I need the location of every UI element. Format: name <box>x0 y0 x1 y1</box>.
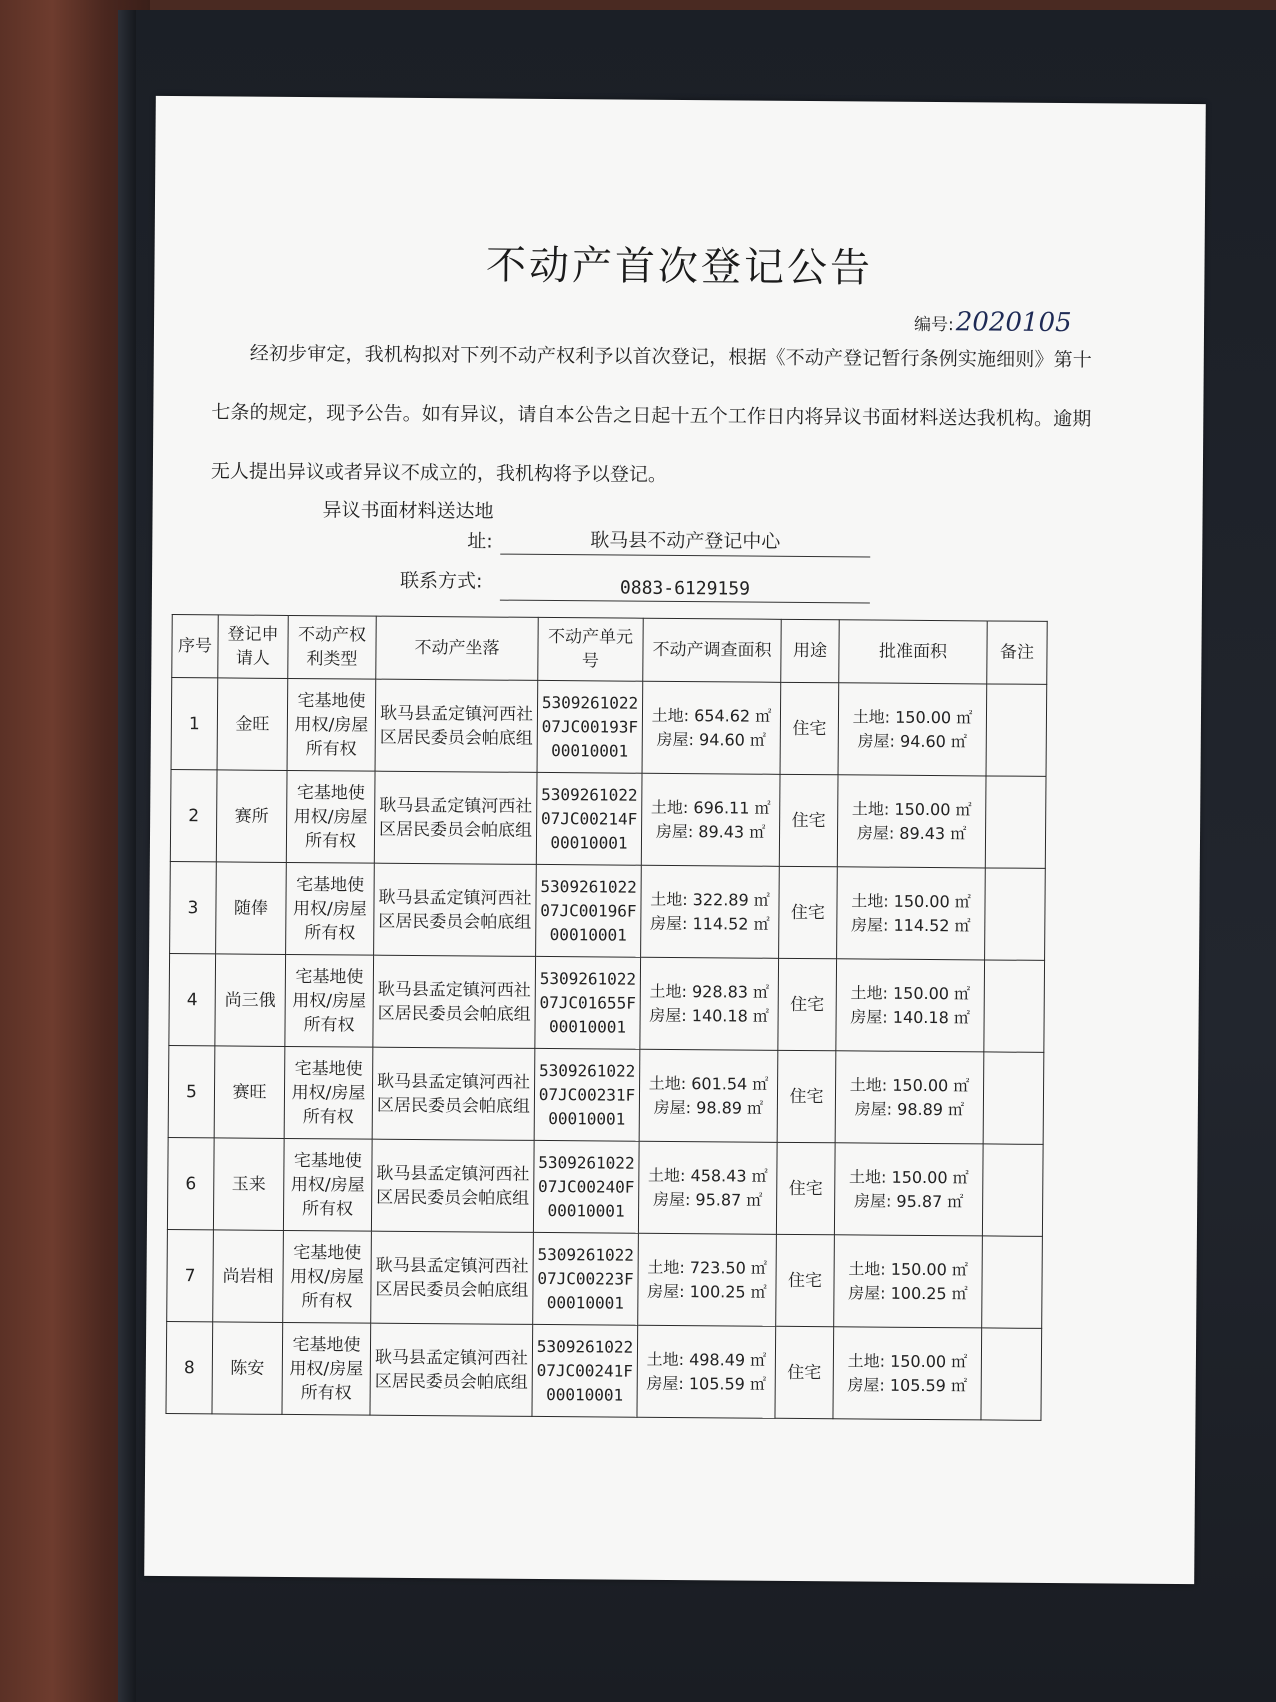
notice-body: 经初步审定，我机构拟对下列不动产权利予以首次登记，根据《不动产登记暂行条例实施细则》第十七条的规定，现予公告。如有异议，请自本公告之日起十五个工作日内将异议书面材料送达我机构。逾期无人提出异议或者异议不成立的，我机构将予以登记。 <box>210 342 1092 486</box>
survey-area <box>641 773 780 866</box>
applicant-name: 尚岩相 <box>213 1230 284 1323</box>
survey-land: 土地: 322.89 ㎡ <box>650 889 770 910</box>
approved-house: 房屋: 140.18 ㎡ <box>850 1006 970 1027</box>
table-row <box>171 678 1047 777</box>
applicant-name: 尚三俄 <box>215 954 286 1047</box>
remark <box>982 1236 1043 1328</box>
table-header-row <box>172 615 1047 685</box>
header-cell: 批准面积 <box>839 620 987 684</box>
usage: 住宅 <box>779 866 838 958</box>
approved-house: 房屋: 94.60 ㎡ <box>857 730 968 751</box>
usage: 住宅 <box>775 1326 834 1418</box>
header-cell: 不动产权利类型 <box>288 615 376 679</box>
property-location: 耿马县孟定镇河西社区居民委员会帕底组 <box>375 679 538 772</box>
approved-house: 房屋: 100.25 ㎡ <box>848 1282 968 1303</box>
approved-house: 房屋: 98.89 ㎡ <box>854 1098 965 1119</box>
applicant-name: 金旺 <box>217 678 288 771</box>
approved-area <box>836 959 985 1052</box>
table-row <box>167 1230 1043 1329</box>
remark <box>986 684 1047 776</box>
applicant-name: 陈安 <box>212 1322 283 1415</box>
applicant-name: 玉来 <box>213 1138 284 1231</box>
approved-house: 房屋: 95.87 ㎡ <box>853 1190 964 1211</box>
approved-land: 土地: 150.00 ㎡ <box>852 706 973 727</box>
unit-number: 530926102207JC00231F00010001 <box>534 1048 640 1141</box>
address-label-line1: 异议书面材料送达地 <box>322 499 494 523</box>
approved-land: 土地: 150.00 ㎡ <box>848 1258 968 1279</box>
property-location: 耿马县孟定镇河西社区居民委员会帕底组 <box>374 863 537 956</box>
approved-house: 房屋: 105.59 ㎡ <box>847 1374 968 1395</box>
property-location: 耿马县孟定镇河西社区居民委员会帕底组 <box>372 1047 535 1140</box>
header-cell: 不动产单元号 <box>538 617 643 681</box>
right-type: 宅基地使用权/房屋所有权 <box>286 770 375 863</box>
row-number: 4 <box>169 954 216 1046</box>
header-cell: 不动产坐落 <box>376 616 538 680</box>
remark <box>984 960 1045 1052</box>
approved-area <box>834 1235 983 1328</box>
folder-spine <box>118 10 136 1702</box>
survey-area <box>642 681 781 774</box>
notice-sheet <box>144 96 1206 1584</box>
approved-land: 土地: 150.00 ㎡ <box>849 1166 969 1187</box>
contact-label: 联系方式: <box>399 569 483 593</box>
serial-label: 编号: <box>913 314 954 336</box>
header-cell: 登记申请人 <box>218 615 288 679</box>
approved-area <box>835 1051 984 1144</box>
row-number: 3 <box>170 862 217 954</box>
remark <box>981 1328 1042 1420</box>
right-type: 宅基地使用权/房屋所有权 <box>283 1230 372 1323</box>
right-type: 宅基地使用权/房屋所有权 <box>285 954 374 1047</box>
table-row <box>168 1046 1044 1145</box>
unit-number: 530926102207JC00196F00010001 <box>536 864 642 957</box>
table-row <box>170 862 1046 961</box>
unit-number: 530926102207JC00240F00010001 <box>533 1140 639 1233</box>
approved-area <box>834 1143 983 1236</box>
approved-land: 土地: 150.00 ㎡ <box>851 798 972 819</box>
unit-number: 530926102207JC00241F00010001 <box>532 1324 638 1417</box>
survey-house: 房屋: 94.60 ㎡ <box>656 729 767 750</box>
survey-area <box>640 957 779 1050</box>
remark <box>983 1052 1044 1144</box>
header-cell: 用途 <box>781 619 839 682</box>
table-row <box>167 1138 1043 1237</box>
right-type: 宅基地使用权/房屋所有权 <box>283 1138 372 1231</box>
header-cell: 备注 <box>987 621 1047 684</box>
usage: 住宅 <box>776 1234 835 1326</box>
approved-house: 房屋: 89.43 ㎡ <box>856 822 967 843</box>
unit-number: 530926102207JC01655F00010001 <box>535 956 641 1049</box>
property-location: 耿马县孟定镇河西社区居民委员会帕底组 <box>374 771 537 864</box>
registration-table <box>165 614 1047 1421</box>
survey-house: 房屋: 140.18 ㎡ <box>649 1005 769 1026</box>
approved-land: 土地: 150.00 ㎡ <box>850 982 971 1003</box>
row-number: 5 <box>168 1046 215 1138</box>
table-row <box>166 1322 1042 1421</box>
survey-land: 土地: 458.43 ㎡ <box>648 1165 768 1186</box>
usage: 住宅 <box>778 958 837 1050</box>
row-number: 1 <box>171 678 218 770</box>
approved-area <box>837 775 986 868</box>
row-number: 7 <box>167 1230 214 1322</box>
row-number: 2 <box>170 770 217 862</box>
survey-land: 土地: 601.54 ㎡ <box>648 1073 769 1094</box>
survey-land: 土地: 928.83 ㎡ <box>649 981 770 1002</box>
header-cell: 不动产调查面积 <box>643 618 781 682</box>
applicant-name: 随俸 <box>216 862 287 955</box>
survey-area <box>638 1233 777 1326</box>
approved-area <box>838 683 987 776</box>
header-cell: 序号 <box>172 615 218 678</box>
usage: 住宅 <box>777 1050 836 1142</box>
survey-area <box>641 865 780 958</box>
table-row <box>169 954 1045 1053</box>
property-location: 耿马县孟定镇河西社区居民委员会帕底组 <box>371 1139 534 1232</box>
unit-number: 530926102207JC00214F00010001 <box>536 772 642 865</box>
survey-house: 房屋: 114.52 ㎡ <box>649 913 770 934</box>
remark <box>985 868 1046 960</box>
remark <box>985 776 1046 868</box>
approved-house: 房屋: 114.52 ㎡ <box>850 914 971 935</box>
page-title: 不动产首次登记公告 <box>485 242 874 292</box>
survey-land: 土地: 654.62 ㎡ <box>651 705 772 726</box>
survey-land: 土地: 696.11 ㎡ <box>650 797 771 818</box>
usage: 住宅 <box>780 682 839 774</box>
property-location: 耿马县孟定镇河西社区居民委员会帕底组 <box>373 955 536 1048</box>
usage: 住宅 <box>776 1142 835 1234</box>
row-number: 6 <box>167 1138 214 1230</box>
approved-land: 土地: 150.00 ㎡ <box>849 1074 970 1095</box>
applicant-name: 赛所 <box>216 770 287 863</box>
applicant-name: 赛旺 <box>214 1046 285 1139</box>
survey-area <box>638 1141 777 1234</box>
right-type: 宅基地使用权/房屋所有权 <box>282 1322 371 1415</box>
table-row <box>170 770 1046 869</box>
approved-area <box>833 1327 982 1420</box>
unit-number: 530926102207JC00193F00010001 <box>537 680 643 773</box>
property-location: 耿马县孟定镇河西社区居民委员会帕底组 <box>371 1231 534 1324</box>
serial-handwritten-value: 2020105 <box>955 307 1072 339</box>
contact-value: 0883-6129159 <box>500 577 870 604</box>
approved-area <box>837 867 986 960</box>
address-label-line2: 址: <box>467 530 493 553</box>
survey-land: 土地: 723.50 ㎡ <box>647 1257 767 1278</box>
approved-land: 土地: 150.00 ㎡ <box>851 890 971 911</box>
property-location: 耿马县孟定镇河西社区居民委员会帕底组 <box>370 1323 533 1416</box>
right-type: 宅基地使用权/房屋所有权 <box>284 1046 373 1139</box>
survey-house: 房屋: 105.59 ㎡ <box>646 1373 767 1394</box>
survey-house: 房屋: 89.43 ㎡ <box>655 821 766 842</box>
row-number: 8 <box>166 1322 213 1414</box>
right-type: 宅基地使用权/房屋所有权 <box>287 678 376 771</box>
survey-house: 房屋: 98.89 ㎡ <box>653 1097 764 1118</box>
remark <box>982 1144 1043 1236</box>
address-value: 耿马县不动产登记中心 <box>500 525 870 558</box>
survey-house: 房屋: 100.25 ㎡ <box>647 1281 767 1302</box>
unit-number: 530926102207JC00223F00010001 <box>533 1232 639 1325</box>
right-type: 宅基地使用权/房屋所有权 <box>286 862 375 955</box>
usage: 住宅 <box>779 774 838 866</box>
survey-area <box>637 1325 776 1418</box>
survey-area <box>639 1049 778 1142</box>
survey-land: 土地: 498.49 ㎡ <box>646 1349 767 1370</box>
approved-land: 土地: 150.00 ㎡ <box>847 1350 968 1371</box>
survey-house: 房屋: 95.87 ㎡ <box>652 1189 763 1210</box>
